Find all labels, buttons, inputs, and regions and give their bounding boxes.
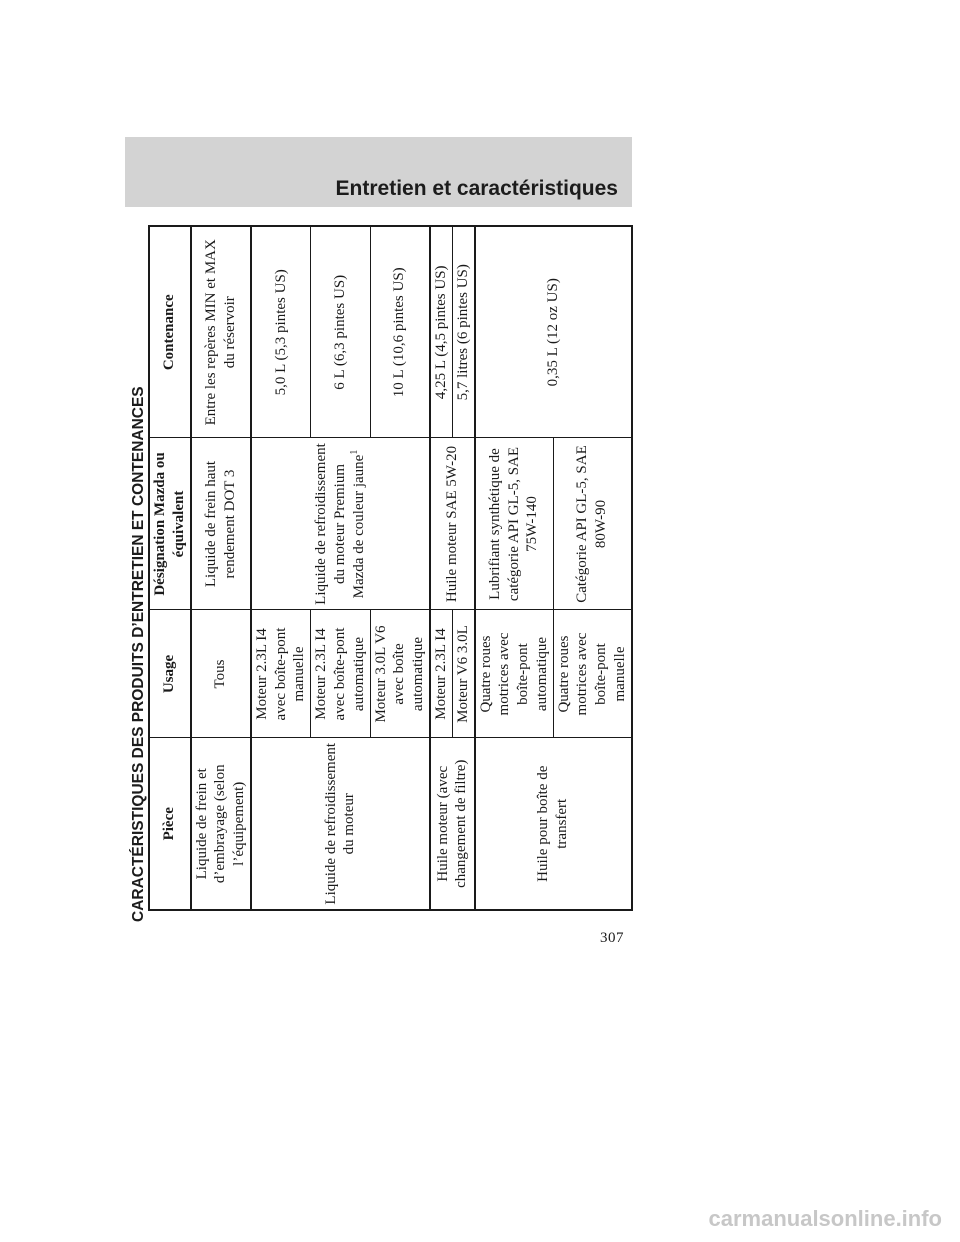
table-header-row <box>149 226 191 910</box>
section-header-band <box>125 137 632 207</box>
cell-piece-brake-fluid: Liquide de frein et d’embrayage (selon l’équipement) <box>191 738 251 910</box>
column-header-piece: Pièce <box>149 738 191 910</box>
footnote-marker: 1 <box>349 449 361 455</box>
cell-designation-coolant <box>251 438 430 610</box>
cell-piece-transfer-oil: Huile pour boîte de transfert <box>475 738 632 910</box>
cell-designation-brake-fluid: Liquide de frein haut rendement DOT 3 <box>191 438 251 610</box>
table-row <box>191 226 251 910</box>
table-row <box>430 226 452 910</box>
page-number: 307 <box>600 930 624 946</box>
cell-usage-transfer-1: Quatre roues motrices avec boîte-pont automatique <box>475 610 554 738</box>
cell-designation-transfer-2: Catégorie API GL-5, SAE 80W-90 <box>553 438 632 610</box>
cell-capacity-oil-2: 5,7 litres (6 pintes US) <box>452 226 474 438</box>
cell-piece-engine-oil: Huile moteur (avec changement de filtre) <box>430 738 475 910</box>
table-row <box>475 226 554 910</box>
rotated-table-container <box>148 227 628 911</box>
capacities-table <box>148 225 633 911</box>
cell-capacity-coolant-2: 6 L (6,3 pintes US) <box>311 226 370 438</box>
designation-coolant-text: Liquide de refroidissement du moteur Premium Mazda de couleur jaune <box>312 443 368 605</box>
cell-capacity-transfer: 0,35 L (12 oz US) <box>475 226 632 438</box>
cell-usage-oil-1: Moteur 2.3L I4 <box>430 610 452 738</box>
cell-capacity-oil-1: 4,25 L (4,5 pintes US) <box>430 226 452 438</box>
cell-usage-transfer-2: Quatre roues motrices avec boîte-pont manuelle <box>553 610 632 738</box>
column-header-designation: Désignation Mazda ou équivalent <box>149 438 191 610</box>
cell-usage-coolant-2: Moteur 2.3L I4 avec boîte-pont automatique <box>311 610 370 738</box>
cell-usage-coolant-3: Moteur 3.0L V6 avec boîte automatique <box>370 610 430 738</box>
cell-piece-coolant: Liquide de refroidissement du moteur <box>251 738 430 910</box>
table-title: CARACTÉRISTIQUES DES PRODUITS D’ENTRETIEN ET CONTENANCES <box>130 386 147 922</box>
table-row <box>251 226 311 910</box>
cell-capacity-coolant-3: 10 L (10,6 pintes US) <box>370 226 430 438</box>
section-title: Entretien et caractéristiques <box>335 177 618 200</box>
cell-usage-brake-fluid: Tous <box>191 610 251 738</box>
watermark: carmanualsonline.info <box>708 1206 942 1231</box>
cell-capacity-brake-fluid: Entre les repères MIN et MAX du réservoir <box>191 226 251 438</box>
column-header-capacity: Contenance <box>149 226 191 438</box>
cell-usage-coolant-1: Moteur 2.3L I4 avec boîte-pont manuelle <box>251 610 311 738</box>
cell-usage-oil-2: Moteur V6 3.0L <box>452 610 474 738</box>
cell-designation-transfer-1: Lubrifiant synthétique de catégorie API GL-5, SAE 75W-140 <box>475 438 554 610</box>
cell-designation-engine-oil: Huile moteur SAE 5W-20 <box>430 438 475 610</box>
cell-capacity-coolant-1: 5,0 L (5,3 pintes US) <box>251 226 311 438</box>
column-header-usage: Usage <box>149 610 191 738</box>
